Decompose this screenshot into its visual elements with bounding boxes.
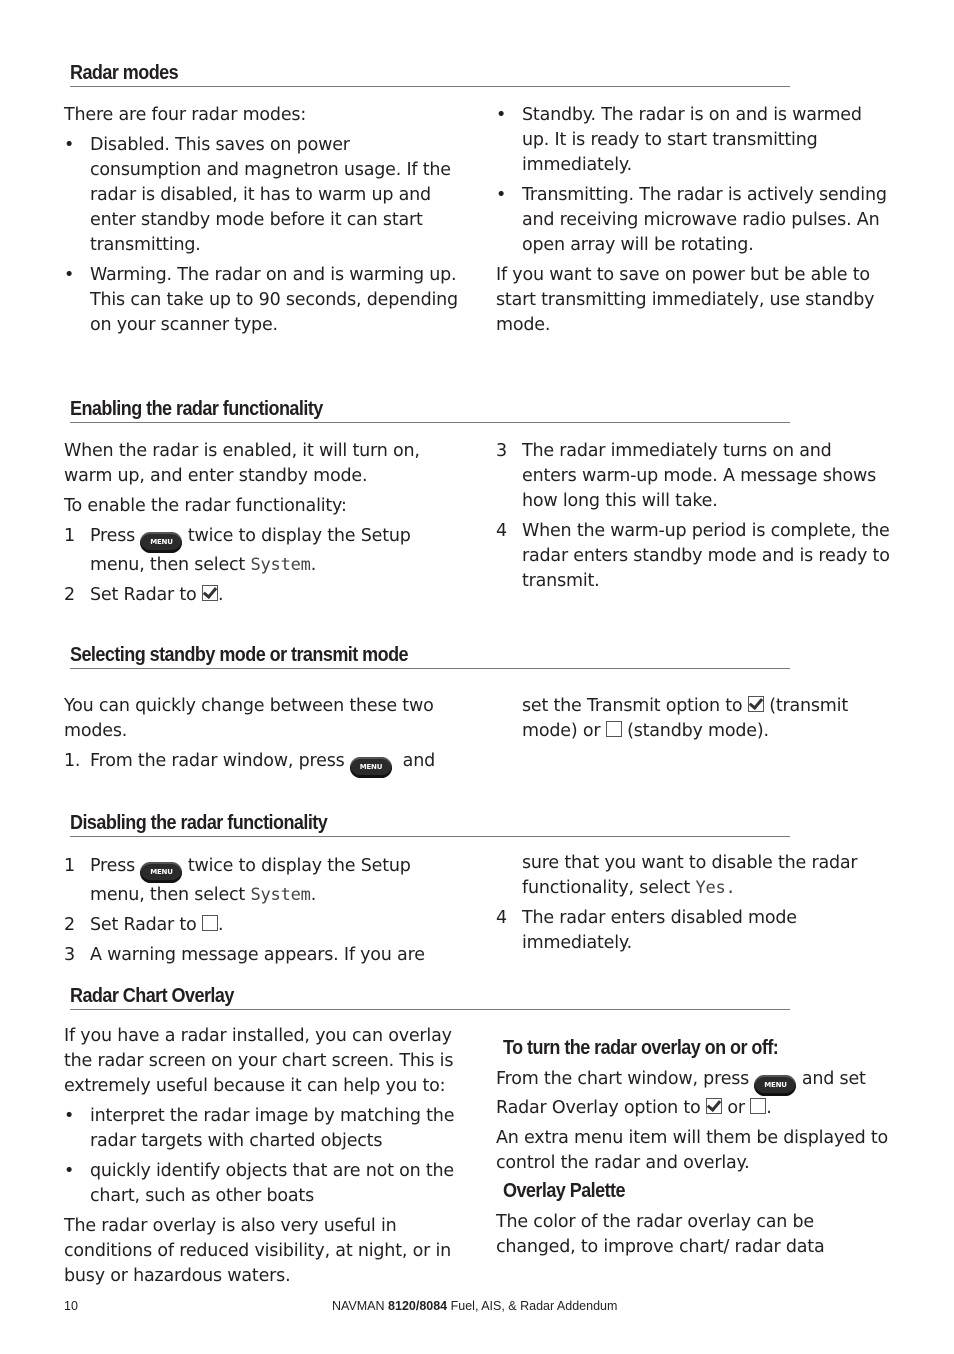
list-item	[64, 854, 464, 908]
list-item	[496, 103, 891, 178]
overlay-left-column	[64, 1024, 464, 1294]
radar-modes-intro: There are four radar modes:	[64, 105, 307, 125]
step-number: 3	[496, 441, 507, 461]
toggle-instructions	[496, 1067, 891, 1121]
step-text: and	[402, 751, 435, 771]
unchecked-box-icon	[750, 1098, 766, 1114]
overlay-intro: If you have a radar installed, you can overlay the radar screen on your chart screen. This is extremely useful because it can help you to:	[64, 1026, 454, 1096]
mode-disabled-text: Disabled. This saves on power consumption and magnetron usage. If the radar is disabled, it has to warm up and enter standby mode before it can start transmitting.	[90, 135, 451, 255]
footer-model: 8120/8084	[388, 1299, 448, 1313]
overlay-palette-column	[496, 1210, 891, 1265]
step-number: 4	[496, 908, 507, 928]
list-item	[64, 943, 464, 968]
section-title-overlay: Radar Chart Overlay	[70, 985, 790, 1010]
step-text: or	[727, 1098, 745, 1118]
section-title-radar-modes: Radar modes	[70, 62, 790, 87]
enabling-left-column	[64, 439, 464, 613]
period: .	[310, 885, 317, 905]
list-item	[64, 913, 464, 938]
menu-button-icon: MENU	[754, 1075, 796, 1096]
step-number: 4	[496, 521, 507, 541]
standby-left-column	[64, 694, 464, 783]
step-number: 1	[64, 526, 75, 546]
step-text: (standby mode).	[627, 721, 769, 741]
enabling-right-column	[496, 439, 891, 599]
enabling-intro: When the radar is enabled, it will turn on, warm up, and enter standby mode.	[64, 441, 420, 486]
step-number: 2	[64, 585, 75, 605]
step-text: Press	[90, 856, 136, 876]
disabling-left-column	[64, 854, 464, 973]
list-item	[64, 263, 464, 338]
footer-doc-title	[332, 1298, 617, 1314]
section-title-enabling: Enabling the radar functionality	[70, 398, 790, 423]
step-number: 1.	[64, 751, 81, 771]
footer-doc: Fuel, AIS, & Radar Addendum	[450, 1299, 618, 1313]
list-item	[64, 524, 464, 578]
disabling-right-column	[496, 851, 891, 961]
overlay-right-column	[496, 1067, 891, 1181]
step-text: The radar immediately turns on and enters warm-up mode. A message shows how long this will take.	[522, 441, 877, 511]
radar-modes-outro: If you want to save on power but be able to start transmitting immediately, use standby mode.	[496, 265, 875, 335]
radar-modes-right-column	[496, 103, 891, 343]
list-item	[496, 519, 891, 594]
bullet-marker: •	[64, 265, 75, 285]
checked-box-icon	[748, 696, 764, 712]
period: .	[310, 555, 317, 575]
footer-brand: NAVMAN	[332, 1299, 385, 1313]
bullet-text: quickly identify objects that are not on the chart, such as other boats	[90, 1161, 454, 1206]
step-text: A warning message appears. If you are	[90, 945, 425, 965]
step-text: set the Transmit option to	[522, 696, 743, 716]
period: .	[217, 585, 224, 605]
list-item	[496, 851, 891, 901]
step-number: 1	[64, 856, 75, 876]
list-item	[64, 749, 464, 778]
overlay-extra-menu-text: An extra menu item will them be displayed to control the radar and overlay.	[496, 1128, 889, 1173]
standby-right-column	[522, 694, 892, 749]
mode-warming-text: Warming. The radar on and is warming up. This can take up to 90 seconds, depending on your scanner type.	[90, 265, 458, 335]
mode-transmitting-text: Transmitting. The radar is actively sending and receiving microwave radio pulses. An open array will be rotating.	[522, 185, 887, 255]
unchecked-box-icon	[606, 721, 622, 737]
period: .	[217, 915, 224, 935]
bullet-marker: •	[64, 135, 75, 155]
step-text: The radar enters disabled mode immediately.	[522, 908, 797, 953]
bullet-marker: •	[64, 1106, 75, 1126]
yes-option: Yes.	[695, 878, 736, 898]
checked-box-icon	[202, 585, 218, 601]
bullet-marker: •	[496, 185, 507, 205]
list-item	[496, 906, 891, 956]
subsection-title-overlay-palette: Overlay Palette	[503, 1180, 625, 1202]
step-text: twice to display the Setup menu, then select	[90, 526, 411, 575]
step-text: When the warm-up period is complete, the radar enters standby mode and is ready to transmit.	[522, 521, 890, 591]
step-text: From the radar window, press	[90, 751, 345, 771]
system-menu-item: System	[250, 885, 311, 905]
standby-continuation	[522, 694, 892, 744]
step-text: sure that you want to disable the radar functionality, select	[522, 853, 858, 898]
system-menu-item: System	[250, 555, 311, 575]
step-text: and set Radar Overlay option to	[496, 1069, 866, 1118]
list-item	[64, 133, 464, 258]
page-number: 10	[64, 1299, 78, 1313]
section-title-disabling: Disabling the radar functionality	[70, 812, 790, 837]
list-item	[64, 583, 464, 608]
list-item	[496, 439, 891, 514]
bullet-marker: •	[64, 1161, 75, 1181]
step-text: twice to display the Setup menu, then select	[90, 856, 411, 905]
step-number: 2	[64, 915, 75, 935]
period: .	[766, 1098, 772, 1118]
overlay-palette-text: The color of the radar overlay can be changed, to improve chart/ radar data	[496, 1212, 825, 1257]
unchecked-box-icon	[202, 915, 218, 931]
subsection-title-toggle-overlay: To turn the radar overlay on or off:	[503, 1037, 779, 1059]
menu-button-icon: MENU	[350, 757, 392, 778]
enabling-lead: To enable the radar functionality:	[64, 496, 347, 516]
step-text: (transmit mode) or	[522, 696, 848, 741]
standby-intro: You can quickly change between these two modes.	[64, 696, 434, 741]
step-text: Set Radar to	[90, 585, 197, 605]
bullet-text: interpret the radar image by matching the radar targets with charted objects	[90, 1106, 455, 1151]
menu-button-icon: MENU	[140, 532, 182, 553]
menu-button-icon: MENU	[140, 862, 182, 883]
list-item	[64, 1104, 464, 1154]
list-item	[64, 1159, 464, 1209]
bullet-marker: •	[496, 105, 507, 125]
list-item	[496, 183, 891, 258]
checked-box-icon	[706, 1098, 722, 1114]
overlay-outro: The radar overlay is also very useful in conditions of reduced visibility, at night, or in busy or hazardous waters.	[64, 1216, 452, 1286]
mode-standby-text: Standby. The radar is on and is warmed up. It is ready to start transmitting immediately.	[522, 105, 862, 175]
step-text: From the chart window, press	[496, 1069, 750, 1089]
radar-modes-left-column	[64, 103, 464, 343]
section-title-standby-transmit: Selecting standby mode or transmit mode	[70, 644, 790, 669]
step-text: Press	[90, 526, 136, 546]
step-text: Set Radar to	[90, 915, 197, 935]
step-number: 3	[64, 945, 75, 965]
